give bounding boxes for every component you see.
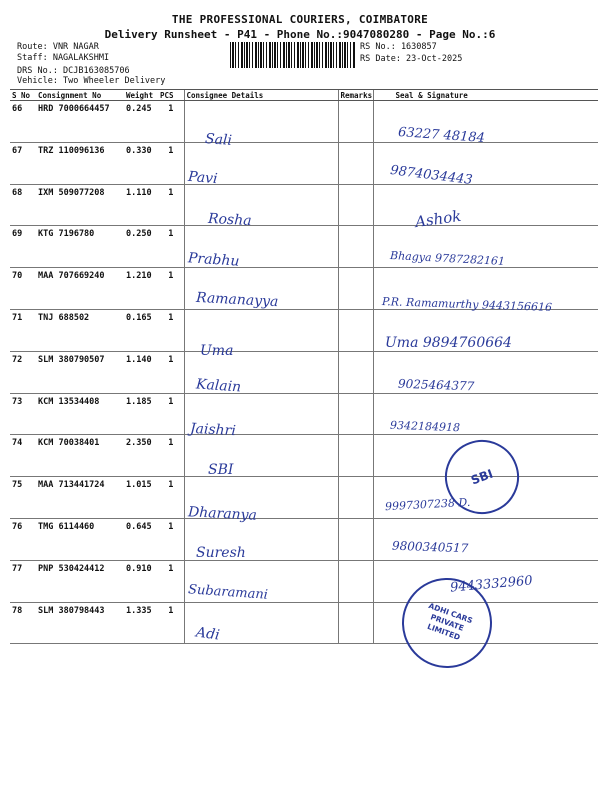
- cell-weight: 1.185: [124, 393, 158, 435]
- cell-consignment: KTG 7196780: [36, 226, 124, 268]
- handwritten-name: Sali: [204, 131, 233, 149]
- table-row: [10, 142, 598, 184]
- drs-number: DRS No.: DCJB163085706: [17, 66, 130, 76]
- col-consignee: Consignee Details: [184, 90, 338, 101]
- cell-pcs: 1: [158, 602, 184, 644]
- handwritten-name: Rosha: [207, 210, 252, 230]
- cell-remarks: [338, 477, 373, 519]
- cell-sno: 67: [10, 142, 36, 184]
- cell-weight: 2.350: [124, 435, 158, 477]
- handwritten-signature: 9997307238 D.: [384, 495, 471, 514]
- table-row: [10, 602, 598, 644]
- handwritten-name: Prabhu: [187, 250, 240, 270]
- cell-consignment: SLM 380798443: [36, 602, 124, 644]
- table-row: [10, 226, 598, 268]
- handwritten-signature: 63227 48184: [397, 124, 486, 147]
- handwritten-signature: Uma 9894760664: [385, 335, 512, 351]
- cell-signature: [373, 184, 598, 226]
- cell-consignment: PNP 530424412: [36, 560, 124, 602]
- cell-weight: 0.165: [124, 309, 158, 351]
- cell-weight: 0.645: [124, 518, 158, 560]
- cell-pcs: 1: [158, 226, 184, 268]
- cell-consignment: KCM 70038401: [36, 435, 124, 477]
- col-pcs: PCS: [158, 90, 184, 101]
- cell-consignment: IXM 509077208: [36, 184, 124, 226]
- cell-remarks: [338, 602, 373, 644]
- cell-pcs: 1: [158, 351, 184, 393]
- handwritten-name: Pavi: [187, 168, 219, 188]
- cell-remarks: [338, 226, 373, 268]
- cell-pcs: 1: [158, 518, 184, 560]
- col-remarks: Remarks: [338, 90, 373, 101]
- cell-consignment: TMG 6114460: [36, 518, 124, 560]
- company-seal-text: ADHI CARS PRIVATE LIMITED: [426, 601, 474, 642]
- handwritten-signature: 9025464377: [397, 376, 475, 394]
- cell-consignment: MAA 713441724: [36, 477, 124, 519]
- cell-pcs: 1: [158, 393, 184, 435]
- cell-remarks: [338, 268, 373, 310]
- table-row: [10, 101, 598, 143]
- cell-consignment: SLM 380790507: [36, 351, 124, 393]
- handwritten-signature: 9874034443: [389, 163, 474, 188]
- staff-label: Staff: NAGALAKSHMI: [17, 53, 110, 63]
- cell-weight: 1.015: [124, 477, 158, 519]
- col-seal: Seal & Signature: [373, 90, 598, 101]
- handwritten-signature: Bhagya 9787282161: [389, 248, 506, 269]
- handwritten-name: Dharanya: [187, 504, 258, 524]
- handwritten-name: Ramanayya: [195, 289, 279, 311]
- cell-remarks: [338, 393, 373, 435]
- col-sno: S No: [10, 90, 36, 101]
- cell-pcs: 1: [158, 142, 184, 184]
- cell-remarks: [338, 101, 373, 143]
- col-weight: Weight: [124, 90, 158, 101]
- cell-sno: 69: [10, 226, 36, 268]
- route-label: Route: VNR NAGAR: [17, 42, 99, 52]
- cell-weight: 0.330: [124, 142, 158, 184]
- table-row: [10, 393, 598, 435]
- table-row: [10, 518, 598, 560]
- runsheet-table: [10, 89, 598, 644]
- cell-sno: 68: [10, 184, 36, 226]
- cell-consignment: TRZ 110096136: [36, 142, 124, 184]
- rs-date: RS Date: 23-Oct-2025: [360, 54, 463, 64]
- cell-sno: 76: [10, 518, 36, 560]
- cell-weight: 1.110: [124, 184, 158, 226]
- cell-remarks: [338, 518, 373, 560]
- cell-consignment: TNJ 688502: [36, 309, 124, 351]
- cell-remarks: [338, 351, 373, 393]
- runsheet-subtitle: Delivery Runsheet - P41 - Phone No.:9047080280 - Page No.:6: [104, 28, 496, 41]
- handwritten-signature: 9342184918: [389, 418, 461, 435]
- cell-sno: 72: [10, 351, 36, 393]
- handwritten-signature: 9800340517: [391, 538, 469, 556]
- cell-sno: 73: [10, 393, 36, 435]
- cell-weight: 0.910: [124, 560, 158, 602]
- table-header-row: [10, 90, 598, 101]
- cell-sno: 74: [10, 435, 36, 477]
- handwritten-signature: P.R. Ramamurthy 9443156616: [381, 295, 553, 314]
- col-consignment: Consignment No: [36, 90, 124, 101]
- handwritten-name: Subaramani: [187, 582, 269, 603]
- handwritten-signature: 9443332960: [449, 573, 534, 596]
- rs-number: RS No.: 1630857: [360, 42, 437, 52]
- cell-remarks: [338, 309, 373, 351]
- cell-sno: 77: [10, 560, 36, 602]
- barcode: [230, 42, 355, 68]
- cell-sno: 66: [10, 101, 36, 143]
- table-row: [10, 351, 598, 393]
- sbi-seal-text: SBI: [469, 466, 495, 488]
- cell-consignment: HRD 7000664457: [36, 101, 124, 143]
- cell-remarks: [338, 184, 373, 226]
- handwritten-name: Uma: [200, 343, 234, 359]
- cell-sno: 70: [10, 268, 36, 310]
- cell-remarks: [338, 142, 373, 184]
- cell-pcs: 1: [158, 477, 184, 519]
- cell-weight: 0.250: [124, 226, 158, 268]
- table-row: [10, 184, 598, 226]
- cell-consignment: MAA 707669240: [36, 268, 124, 310]
- cell-consignment: KCM 13534408: [36, 393, 124, 435]
- cell-sno: 75: [10, 477, 36, 519]
- cell-pcs: 1: [158, 101, 184, 143]
- handwritten-name: Suresh: [196, 545, 246, 561]
- handwritten-signature: Ashok: [413, 206, 463, 232]
- cell-sno: 71: [10, 309, 36, 351]
- cell-remarks: [338, 435, 373, 477]
- cell-sno: 78: [10, 602, 36, 644]
- cell-pcs: 1: [158, 560, 184, 602]
- company-title: THE PROFESSIONAL COURIERS, COIMBATORE: [171, 13, 429, 26]
- cell-weight: 1.140: [124, 351, 158, 393]
- cell-pcs: 1: [158, 184, 184, 226]
- handwritten-name: Adi: [195, 624, 221, 644]
- cell-weight: 0.245: [124, 101, 158, 143]
- handwritten-name: Kalain: [195, 376, 242, 396]
- handwritten-name: Jaishri: [189, 420, 237, 440]
- cell-remarks: [338, 560, 373, 602]
- cell-pcs: 1: [158, 268, 184, 310]
- cell-weight: 1.335: [124, 602, 158, 644]
- cell-pcs: 1: [158, 309, 184, 351]
- vehicle-label: Vehicle: Two Wheeler Delivery: [17, 76, 166, 86]
- handwritten-name: SBI: [208, 462, 234, 478]
- cell-weight: 1.210: [124, 268, 158, 310]
- cell-pcs: 1: [158, 435, 184, 477]
